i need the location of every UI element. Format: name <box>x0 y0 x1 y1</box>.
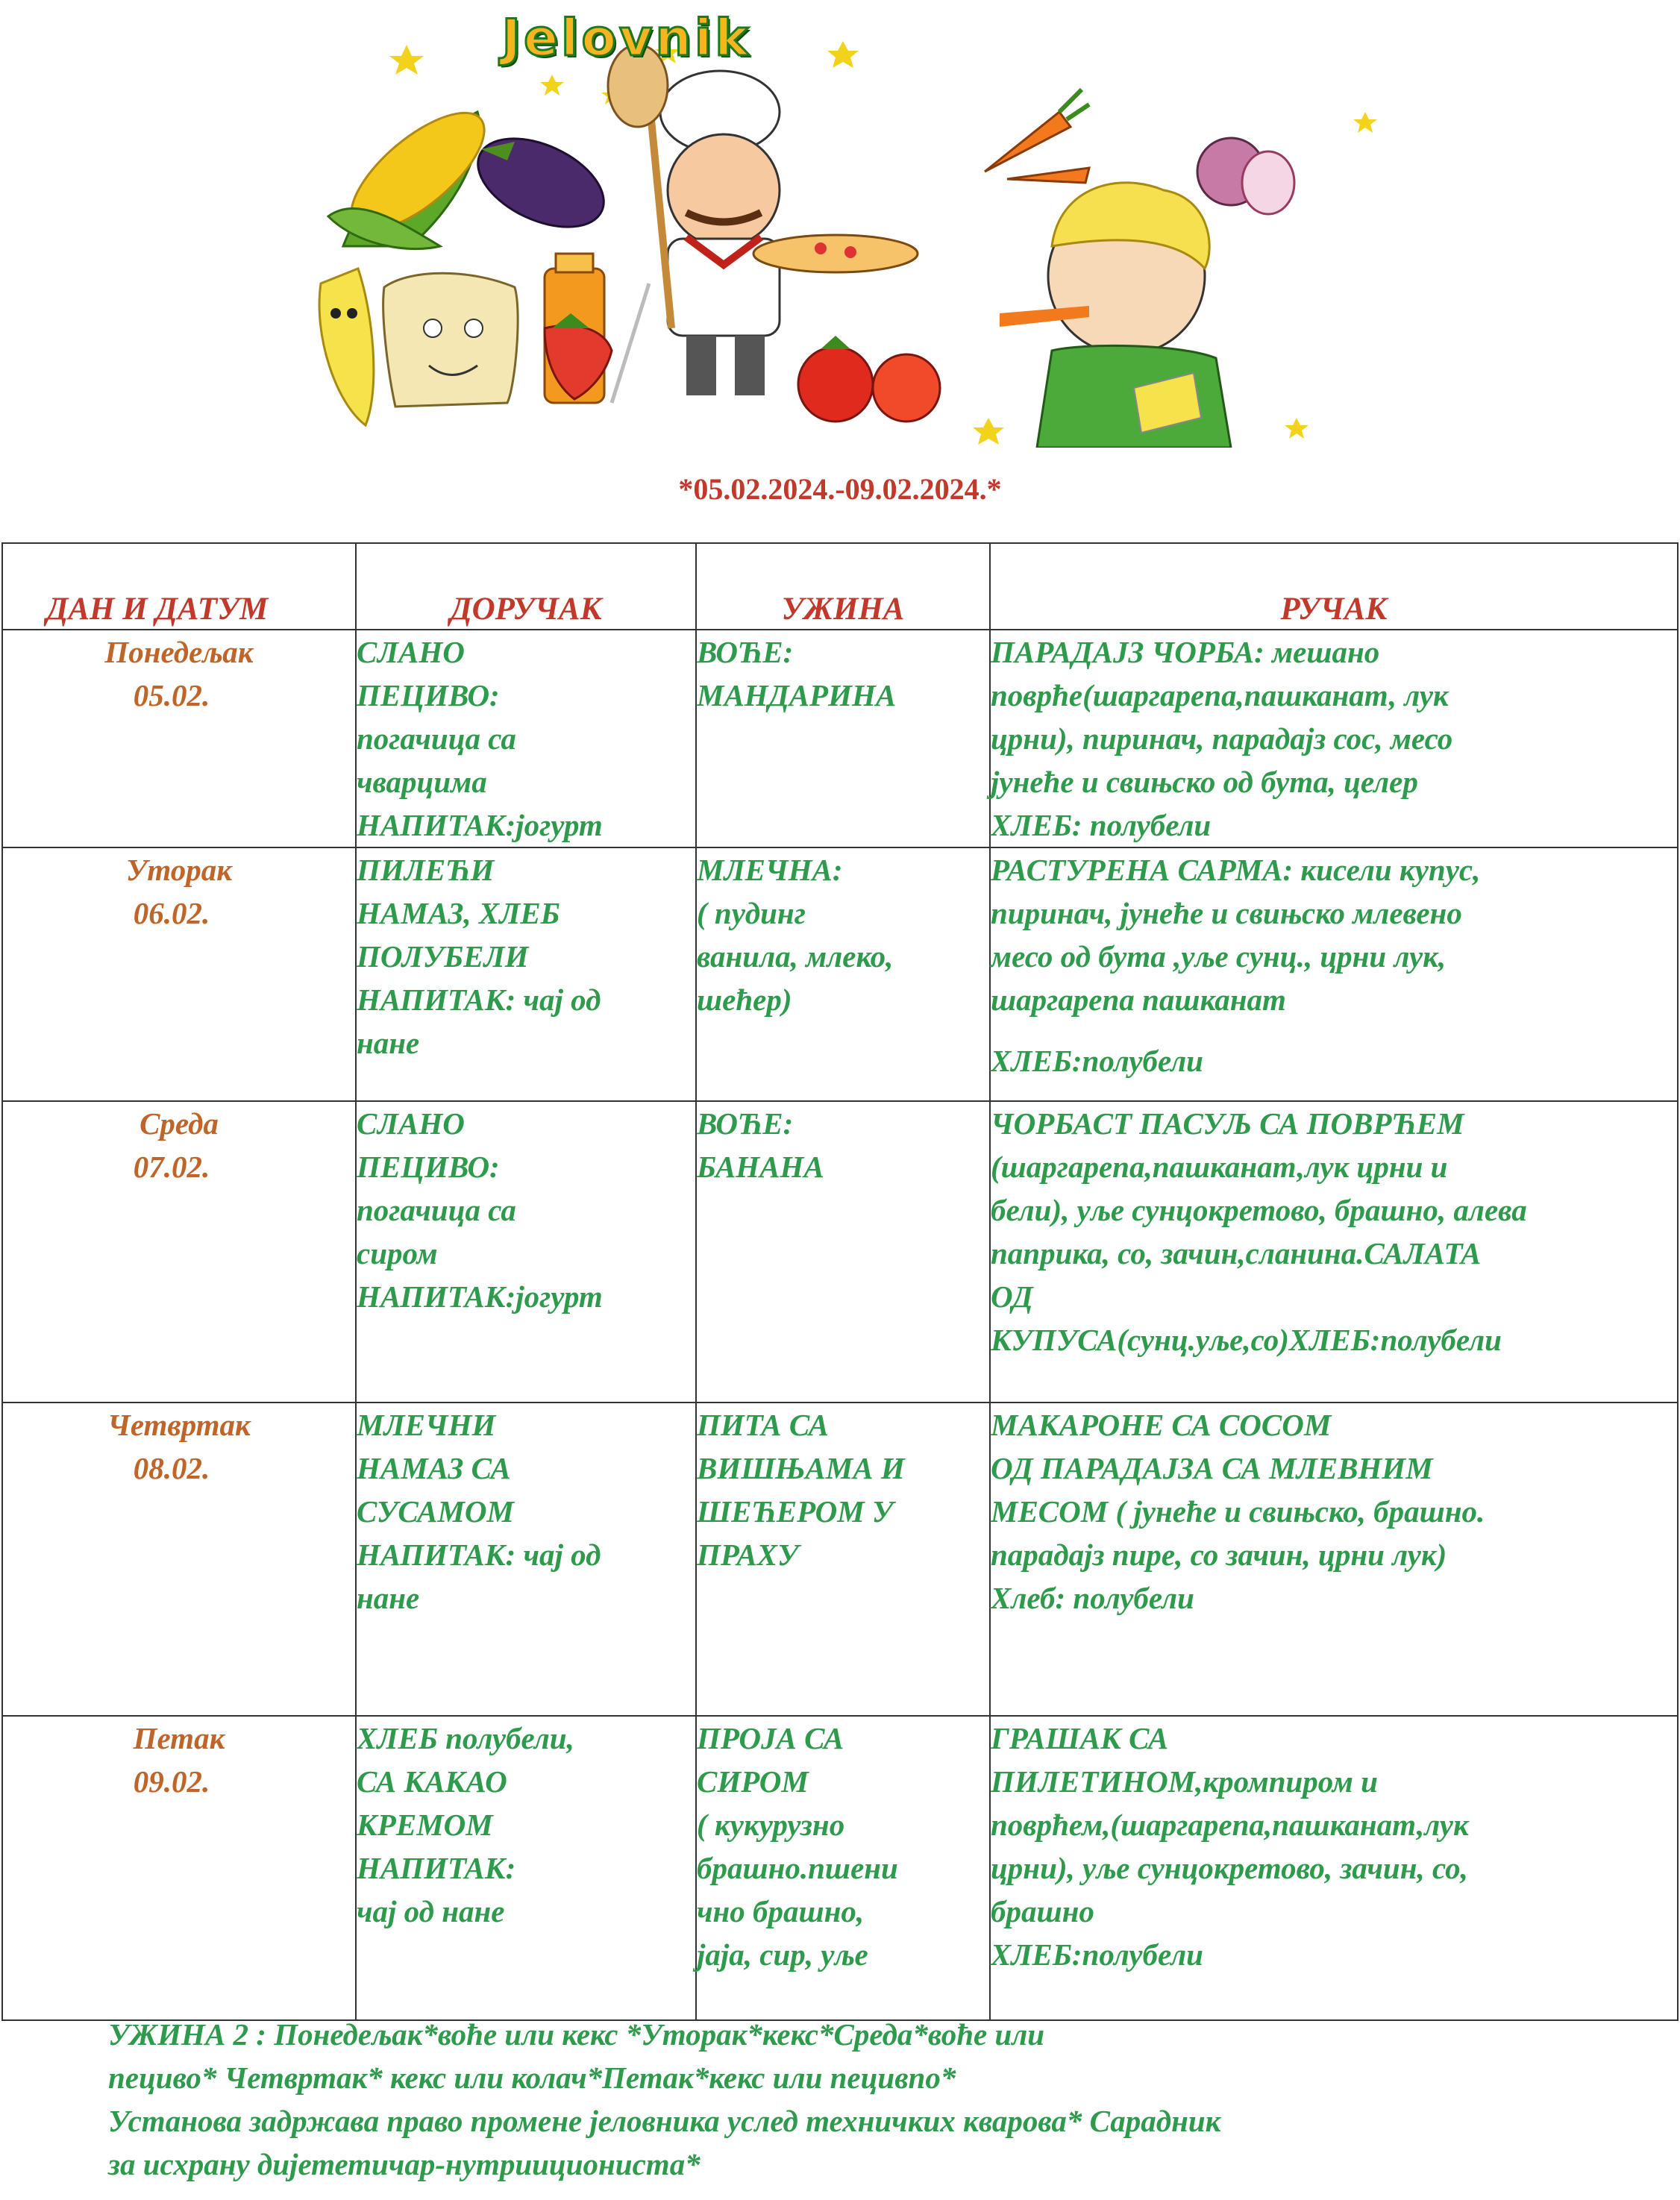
day-date: 05.02. <box>133 678 210 712</box>
footer-line: за исхрану дијететичар-нутриициониста* <box>108 2147 700 2181</box>
day-date: 09.02. <box>133 1764 210 1799</box>
table-header-row <box>2 543 1678 630</box>
child-eating-icon <box>1000 183 1231 448</box>
column-header-snack: УЖИНА <box>696 543 990 630</box>
breakfast-text: СЛАНО ПЕЦИВО: погачица са сиром НАПИТАК:јогурт <box>357 1106 603 1314</box>
breakfast-text: МЛЕЧНИ НАМАЗ СА СУСАМОМ НАПИТАК: чај од нане <box>357 1408 601 1615</box>
breakfast-text: ХЛЕБ полубели, СА КАКАО КРЕМОМ НАПИТАК: чај од нане <box>357 1721 574 1928</box>
snack-text: ВОЋЕ: МАНДАРИНА <box>697 635 897 712</box>
snack-text: МЛЕЧНА: ( пудинг ванила, млеко, шећер) <box>697 853 894 1017</box>
tomato-icon <box>798 336 940 421</box>
breakfast-cell <box>356 1716 696 2020</box>
corn-icon <box>328 93 502 250</box>
snack-cell <box>696 1403 990 1716</box>
day-name: Среда <box>140 1106 219 1141</box>
bread-icon <box>383 273 518 407</box>
breakfast-text: СЛАНО ПЕЦИВО: погачица са чварцима НАПИТАК:јогурт <box>357 635 603 842</box>
lunch-text: ПАРАДАЈЗ ЧОРБА: мешано поврће(шаргарепа,пашканат, лук црни), пиринач, парадајз сос, месо јунеће и свињско од бута, целер ХЛЕБ: полубели <box>991 635 1453 842</box>
lunch-cell <box>990 1403 1678 1716</box>
day-name: Понедељак <box>104 635 254 669</box>
logo-title: Jelovnik <box>501 9 752 68</box>
table-row <box>2 630 1678 847</box>
pizza-icon <box>753 235 918 272</box>
snack-text: ПИТА СА ВИШЊАМА И ШЕЋЕРОМ У ПРАХУ <box>697 1408 905 1572</box>
footer-line: пециво* Четвртак* кекс или колач*Петак*кекс или пецивпо* <box>108 2060 956 2095</box>
lunch-text: МАКАРОНЕ СА СОСОМ ОД ПАРАДАЈЗА СА МЛЕВНИМ МЕСОМ ( јунеће и свињско, брашно. парадајз пире, со зачин, црни лук) Хлеб: полубели <box>991 1408 1485 1615</box>
footer-line: Установа задржава право промене јеловника услед техничких кварова* Сарадник <box>108 2104 1221 2138</box>
breakfast-cell <box>356 630 696 847</box>
lunch-text: ГРАШАК СА ПИЛЕТИНОМ,кромпиром и поврћем,(шаргарепа,пашканат,лук црни), уље сунцокретово, зачин, со, брашно ХЛЕБ:полубели <box>991 1721 1469 1972</box>
snack-cell <box>696 847 990 1101</box>
snack-cell <box>696 630 990 847</box>
column-header-lunch: РУЧАК <box>990 543 1678 630</box>
menu-table <box>1 542 1679 2021</box>
date-range: *05.02.2024.-09.02.2024.* <box>678 472 1002 506</box>
day-date: 06.02. <box>133 896 210 930</box>
chef-icon <box>608 45 780 395</box>
day-name: Уторак <box>125 853 233 887</box>
footer-line: УЖИНА 2 : Понедељак*воће или кекс *Уторак*кекс*Среда*воће или <box>108 2017 1045 2052</box>
table-row <box>2 1403 1678 1716</box>
lunch-cell <box>990 630 1678 847</box>
lunch-cell <box>990 1716 1678 2020</box>
breakfast-text: ПИЛЕЋИ НАМАЗ, ХЛЕБ ПОЛУБЕЛИ НАПИТАК: чај од нане <box>357 853 601 1060</box>
breakfast-cell <box>356 1101 696 1403</box>
lunch-cell <box>990 847 1678 1101</box>
lunch-bread-text: ХЛЕБ:полубели <box>991 1044 1203 1078</box>
day-date: 07.02. <box>133 1150 210 1184</box>
day-cell <box>2 1403 356 1716</box>
table-row <box>2 1716 1678 2020</box>
day-cell <box>2 847 356 1101</box>
day-name: Петак <box>133 1721 225 1755</box>
lunch-text: РАСТУРЕНА САРМА: кисели купус, пиринач, јунеће и свињско млевено месо од бута ,уље сунц., црни лук, шаргарепа пашканат <box>991 853 1481 1017</box>
column-header-breakfast: ДОРУЧАК <box>356 543 696 630</box>
snack-text: ВОЋЕ: БАНАНА <box>697 1106 824 1184</box>
lunch-cell <box>990 1101 1678 1403</box>
table-row <box>2 847 1678 1101</box>
onion-icon <box>1197 138 1294 214</box>
lunch-text: ЧОРБАСТ ПАСУЉ СА ПОВРЋЕМ (шаргарепа,пашканат,лук црни и бели), уље сунцокретово, брашно, алева паприка, со, зачин,сланина.САЛАТА ОД КУПУСА(сунц.уље,со)ХЛЕБ:полубели <box>991 1106 1527 1357</box>
footer-notes <box>108 2013 1526 2186</box>
eggplant-icon <box>464 121 617 245</box>
banana-icon <box>319 269 374 425</box>
snack-cell <box>696 1716 990 2020</box>
day-cell <box>2 1101 356 1403</box>
day-date: 08.02. <box>133 1451 210 1485</box>
breakfast-cell <box>356 1403 696 1716</box>
snack-cell <box>696 1101 990 1403</box>
carrot-icon <box>985 90 1089 183</box>
breakfast-cell <box>356 847 696 1101</box>
column-header-day: ДАН И ДАТУМ <box>2 543 356 630</box>
table-row <box>2 1101 1678 1403</box>
day-cell <box>2 630 356 847</box>
day-name: Четвртак <box>107 1408 251 1442</box>
snack-text: ПРОЈА СА СИРОМ ( кукурузно брашно.пшени чно брашно, јаја, сир, уље <box>697 1721 898 1972</box>
day-cell <box>2 1716 356 2020</box>
